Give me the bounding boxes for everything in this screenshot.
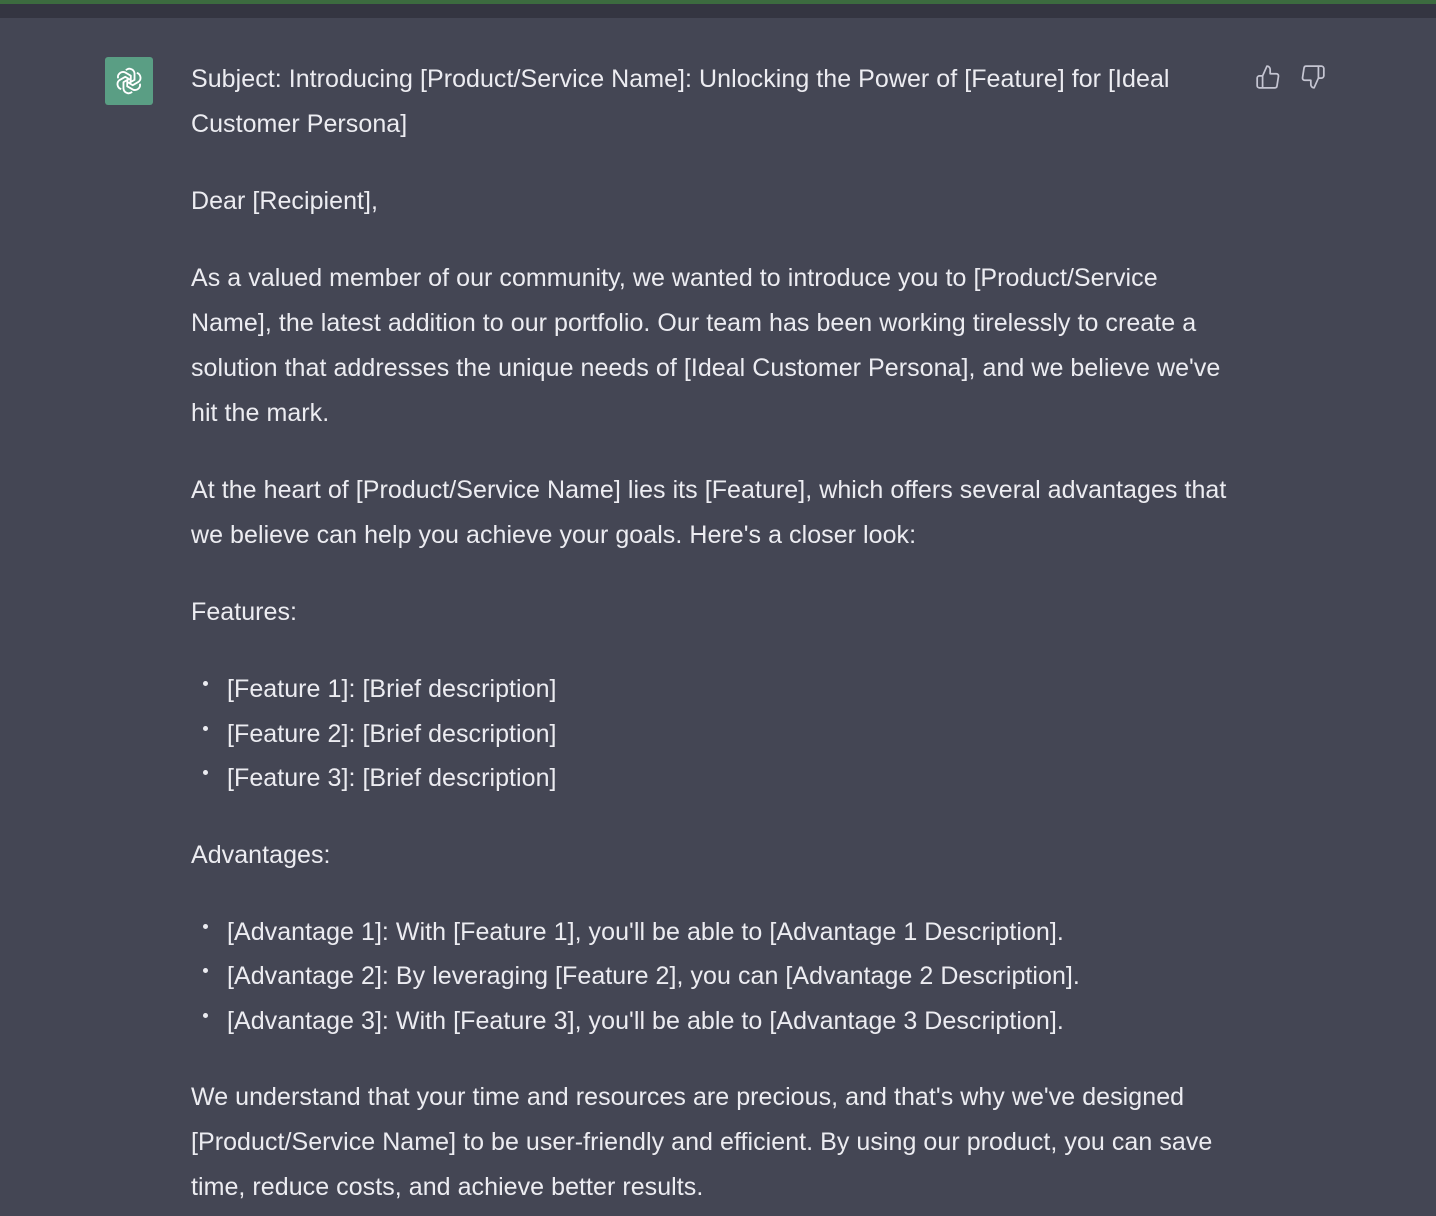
list-item: [Feature 2]: [Brief description] <box>191 712 1236 757</box>
thumbs-down-icon <box>1300 64 1326 90</box>
advantages-heading: Advantages: <box>191 840 331 869</box>
openai-logo-icon <box>112 64 146 98</box>
email-subject: Subject: Introducing [Product/Service Name]: Unlocking the Power of [Feature] for [Ideal Customer Persona] <box>191 65 1170 138</box>
message-content <box>191 57 1236 1216</box>
window-top-strip <box>0 0 1436 18</box>
list-item: [Advantage 1]: With [Feature 1], you'll be able to [Advantage 1 Description]. <box>191 910 1236 955</box>
closing-paragraph: We understand that your time and resources are precious, and that's why we've designed [Product/Service Name] to be user-friendly and efficient. By using our product, you can save time, reduce costs, and achieve better results. <box>191 1083 1213 1201</box>
features-list <box>191 667 1236 801</box>
advantages-list <box>191 910 1236 1044</box>
list-item: [Advantage 3]: With [Feature 3], you'll be able to [Advantage 3 Description]. <box>191 999 1236 1044</box>
heart-paragraph: At the heart of [Product/Service Name] lies its [Feature], which offers several advantages that we believe can help you achieve your goals. Here's a closer look: <box>191 476 1227 549</box>
list-item: [Feature 1]: [Brief description] <box>191 667 1236 712</box>
list-item: [Feature 3]: [Brief description] <box>191 756 1236 801</box>
features-heading: Features: <box>191 598 298 626</box>
assistant-avatar <box>105 57 153 105</box>
list-item: [Advantage 2]: By leveraging [Feature 2], you can [Advantage 2 Description]. <box>191 954 1236 999</box>
intro-paragraph: As a valued member of our community, we wanted to introduce you to [Product/Service Name], the latest addition to our portfolio. Our team has been working tirelessly to create a solution that addresses the unique needs of [Ideal Customer Persona], and we believe we've hit the mark. <box>191 264 1221 427</box>
assistant-message <box>0 18 1436 1216</box>
thumbs-down-button[interactable] <box>1298 62 1328 92</box>
email-greeting: Dear [Recipient], <box>191 187 379 215</box>
thumbs-up-button[interactable] <box>1253 62 1283 92</box>
thumbs-up-icon <box>1255 64 1281 90</box>
